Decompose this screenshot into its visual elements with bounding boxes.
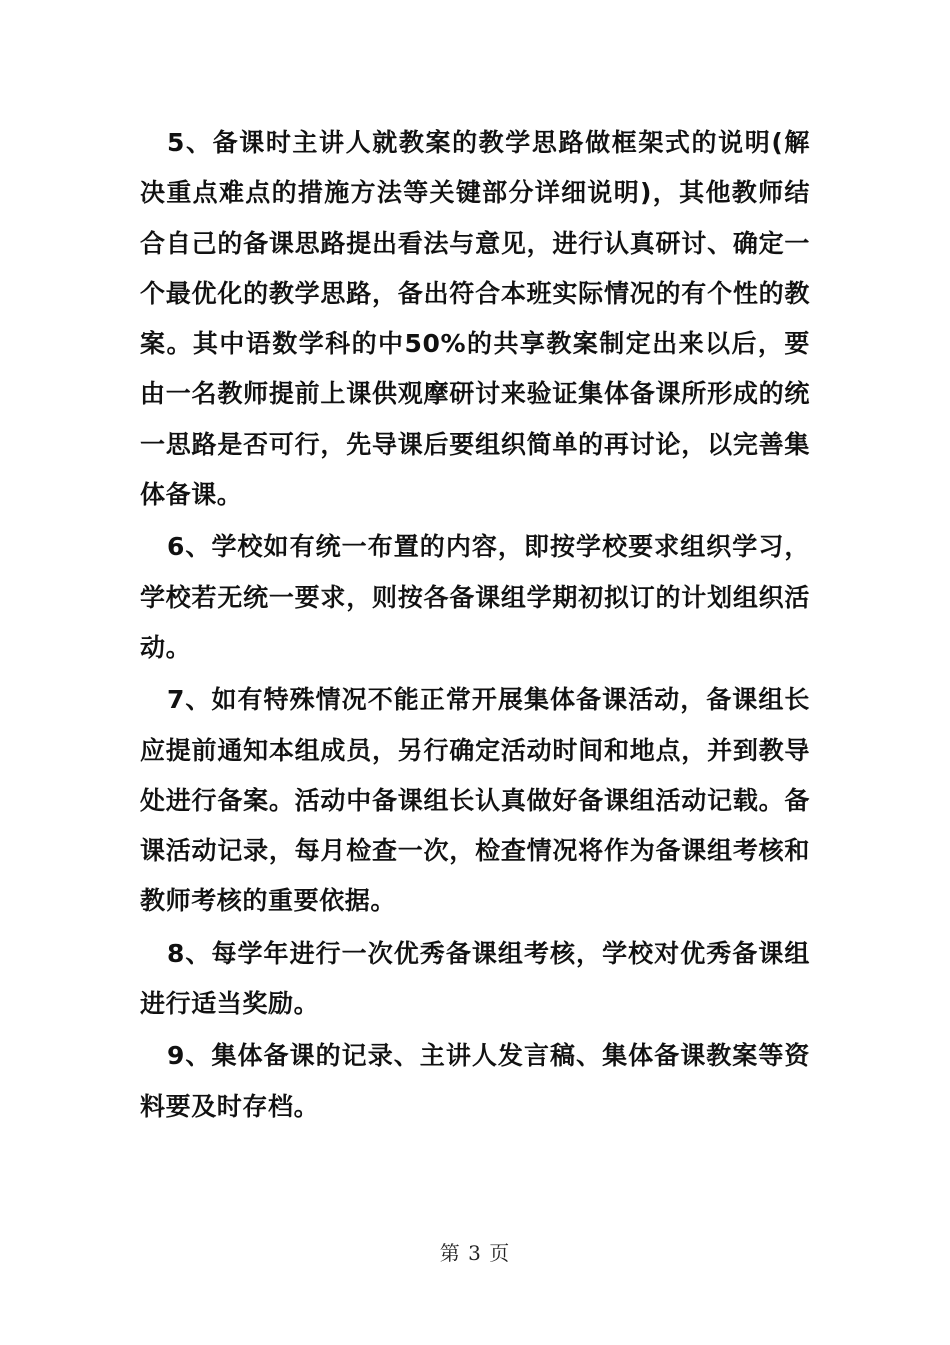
paragraph-item-9: 9、集体备课的记录、主讲人发言稿、集体备课教案等资料要及时存档。 — [140, 1041, 810, 1121]
document-body — [140, 118, 810, 1134]
paragraph-item-5: 5、备课时主讲人就教案的教学思路做框架式的说明(解决重点难点的措施方法等关键部分详细说明)，其他教师结合自己的备课思路提出看法与意见，进行认真研讨、确定一个最优化的教学思路，备出符合本班实际情况的有个性的教案。其中语数学科的中50%的共享教案制定出来以后，要由一名教师提前上课供观摩研讨来验证集体备课所形成的统一思路是否可行，先导课后要组织简单的再讨论，以完善集体备课。 — [140, 128, 810, 510]
paragraph-item-6: 6、学校如有统一布置的内容，即按学校要求组织学习，学校若无统一要求，则按各备课组学期初拟订的计划组织活动。 — [140, 532, 810, 662]
paragraph-item-8: 8、每学年进行一次优秀备课组考核，学校对优秀备课组进行适当奖励。 — [140, 938, 810, 1019]
page-number: 第 3 页 — [439, 1241, 511, 1265]
paragraph-item-7: 7、如有特殊情况不能正常开展集体备课活动，备课组长应提前通知本组成员，另行确定活动时间和地点，并到教导处进行备案。活动中备课组长认真做好备课组活动记载。备课活动记录，每月检查一次，检查情况将作为备课组考核和教师考核的重要依据。 — [140, 685, 810, 916]
